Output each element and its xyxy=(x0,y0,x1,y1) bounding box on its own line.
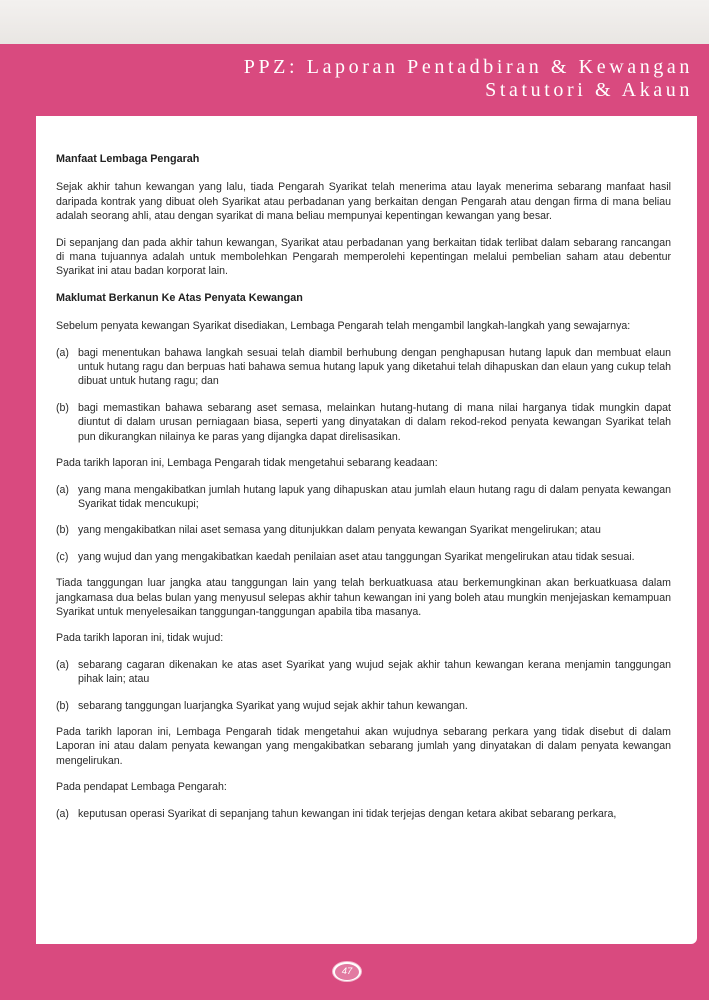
list-item-text: yang mengakibatkan nilai aset semasa yang ditunjukkan dalam penyata kewangan Syarikat mengelirukan; atau xyxy=(78,524,601,537)
list-marker: (a) xyxy=(56,807,69,820)
header-title-line1: PPZ: Laporan Pentadbiran & Kewangan xyxy=(243,56,693,78)
list-item-text: sebarang tanggungan luarjangka Syarikat yang wujud sejak akhir tahun kewangan. xyxy=(78,699,468,712)
list-item xyxy=(56,346,671,389)
list-marker: (b) xyxy=(56,699,69,712)
list-item-text: bagi memastikan bahawa sebarang aset semasa, melainkan hutang-hutang di mana nilai harganya tidak mungkin dapat diuntut di dalam urusan perniagaan biasa, seperti yang dinyatakan di dalam rekod-rekod penyata kewangan Syarikat telah pun dikurangkan nilainya ke paras yang dijangka dapat direlisasikan. xyxy=(78,401,671,443)
paragraph: Pada pendapat Lembaga Pengarah: xyxy=(56,781,227,794)
page-top-margin xyxy=(0,0,709,44)
page-number-badge xyxy=(332,961,362,982)
list-item xyxy=(56,550,671,564)
paragraph: Pada tarikh laporan ini, Lembaga Pengarah tidak mengetahui sebarang keadaan: xyxy=(56,457,438,470)
list-marker: (b) xyxy=(56,524,69,537)
content-panel xyxy=(36,116,697,944)
page-number: 47 xyxy=(335,964,359,980)
paragraph: Sebelum penyata kewangan Syarikat disediakan, Lembaga Pengarah telah mengambil langkah-langkah yang sewajarnya: xyxy=(56,320,631,333)
header-title-line2: Statutori & Akaun xyxy=(485,79,693,101)
list-item-text: keputusan operasi Syarikat di sepanjang tahun kewangan ini tidak terjejas dengan ketara akibat sebarang perkara, xyxy=(78,807,617,820)
page-header-title xyxy=(244,56,693,102)
list-item xyxy=(56,401,671,444)
paragraph: Sejak akhir tahun kewangan yang lalu, tiada Pengarah Syarikat telah menerima atau layak menerima sebarang manfaat hasil daripada kontrak yang dibuat oleh Syarikat atau perbadanan yang berkaitan dengan Pengarah atau dengan firma di mana beliau adalah seorang ahli, atau dengan syarikat di mana beliau mempunyai kepentingan kewangan yang besar. xyxy=(56,181,671,223)
list-item xyxy=(56,699,671,713)
list-marker: (a) xyxy=(56,346,69,359)
paragraph: Tiada tanggungan luar jangka atau tanggungan lain yang telah berkuatkuasa atau berkemungkinan akan berkuatkuasa dalam jangkamasa dua belas bulan yang menyusul selepas akhir tahun kewangan ini yang boleh atau mungkin menjejaskan kemampuan Syarikat untuk menyelesaikan tanggungan-tanggungan apabila tiba masanya. xyxy=(56,577,671,618)
list-item-text: bagi menentukan bahawa langkah sesuai telah diambil berhubung dengan penghapusan hutang lapuk dan membuat elaun untuk hutang ragu dan berpuas hati bahawa semua hutang lapuk yang diketahui telah dihapuskan dan elaun yang cukup telah dibuat untuk hutang ragu; dan xyxy=(78,346,671,388)
section-heading-directors-benefits: Manfaat Lembaga Pengarah xyxy=(56,153,200,165)
list-item-text: sebarang cagaran dikenakan ke atas aset Syarikat yang wujud sejak akhir tahun kewangan kerana menjamin tanggungan pihak lain; atau xyxy=(78,658,671,686)
list-item-text: yang mana mengakibatkan jumlah hutang lapuk yang dihapuskan atau jumlah elaun hutang ragu di dalam penyata kewangan Syarikat tidak mencukupi; xyxy=(78,483,671,510)
paragraph: Di sepanjang dan pada akhir tahun kewangan, Syarikat atau perbadanan yang berkaitan tidak terlibat dalam sebarang rancangan di mana tujuannya adalah untuk membolehkan Pengarah memperolehi kepentingan melalui pembelian saham atau debentur Syarikat ini atau badan korporat lain. xyxy=(56,236,671,278)
paragraph: Pada tarikh laporan ini, tidak wujud: xyxy=(56,632,224,645)
list-marker: (b) xyxy=(56,401,69,414)
list-item xyxy=(56,658,671,687)
list-marker: (a) xyxy=(56,658,69,671)
list-item xyxy=(56,523,671,537)
list-item xyxy=(56,483,671,512)
section-heading-statutory-info: Maklumat Berkanun Ke Atas Penyata Kewangan xyxy=(56,291,303,304)
list-item-text: yang wujud dan yang mengakibatkan kaedah penilaian aset atau tanggungan Syarikat mengelirukan atau tidak sesuai. xyxy=(78,550,635,563)
list-marker: (a) xyxy=(56,483,69,496)
list-item xyxy=(56,807,671,821)
list-marker: (c) xyxy=(56,550,69,563)
paragraph: Pada tarikh laporan ini, Lembaga Pengarah tidak mengetahui akan wujudnya sebarang perkara yang tidak disebut di dalam Laporan ini atau dalam penyata kewangan yang mengakibatkan sebarang jumlah yang dinyatakan di dalam penyata kewangan mengelirukan. xyxy=(56,725,671,767)
